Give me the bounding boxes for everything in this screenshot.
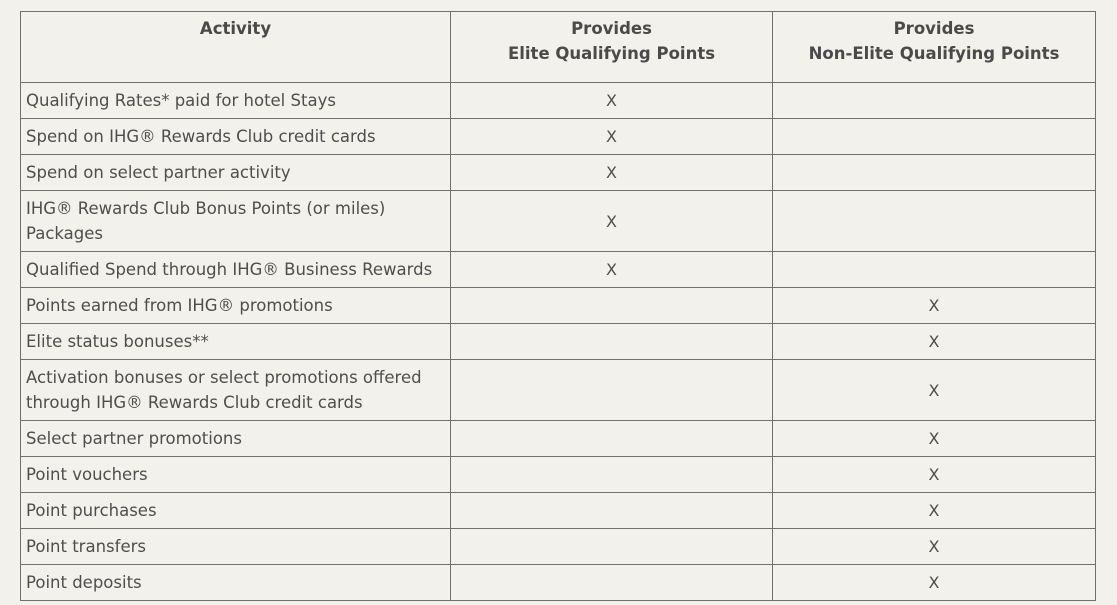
elite-cell xyxy=(451,457,773,493)
activity-cell: Qualified Spend through IHG® Business Rewards xyxy=(21,252,451,288)
elite-cell xyxy=(451,324,773,360)
activity-cell: Activation bonuses or select promotions offered through IHG® Rewards Club credit cards xyxy=(21,360,451,421)
table-row xyxy=(21,191,1096,252)
table-row xyxy=(21,457,1096,493)
activity-cell: Spend on IHG® Rewards Club credit cards xyxy=(21,119,451,155)
table-row xyxy=(21,155,1096,191)
activity-cell: Point purchases xyxy=(21,493,451,529)
activity-cell: Select partner promotions xyxy=(21,421,451,457)
activity-cell: Elite status bonuses** xyxy=(21,324,451,360)
table-row xyxy=(21,119,1096,155)
non-elite-cell: X xyxy=(773,457,1096,493)
activity-cell: Point vouchers xyxy=(21,457,451,493)
header-nonelite-line2: Non-Elite Qualifying Points xyxy=(808,44,1060,63)
header-nonelite-line1: Provides xyxy=(893,19,975,38)
table-row xyxy=(21,288,1096,324)
elite-cell xyxy=(451,360,773,421)
table-row xyxy=(21,324,1096,360)
elite-cell: X xyxy=(451,191,773,252)
table-row xyxy=(21,529,1096,565)
header-elite-line2: Elite Qualifying Points xyxy=(507,44,716,63)
table-row xyxy=(21,493,1096,529)
elite-cell: X xyxy=(451,252,773,288)
header-non-elite-points xyxy=(773,12,1096,83)
elite-cell xyxy=(451,288,773,324)
activity-cell: Point transfers xyxy=(21,529,451,565)
header-row xyxy=(21,12,1096,83)
non-elite-cell: X xyxy=(773,360,1096,421)
non-elite-cell: X xyxy=(773,288,1096,324)
activity-cell: Spend on select partner activity xyxy=(21,155,451,191)
table-row xyxy=(21,421,1096,457)
non-elite-cell: X xyxy=(773,493,1096,529)
header-elite-points xyxy=(451,12,773,83)
elite-cell xyxy=(451,529,773,565)
elite-cell: X xyxy=(451,83,773,119)
elite-cell: X xyxy=(451,119,773,155)
table-row xyxy=(21,360,1096,421)
activity-cell: Points earned from IHG® promotions xyxy=(21,288,451,324)
activity-cell: Point deposits xyxy=(21,565,451,601)
header-elite-line1: Provides xyxy=(571,19,652,38)
points-table xyxy=(20,11,1096,601)
non-elite-cell xyxy=(773,191,1096,252)
table-row xyxy=(21,83,1096,119)
non-elite-cell: X xyxy=(773,324,1096,360)
table-row xyxy=(21,252,1096,288)
header-activity xyxy=(21,12,451,83)
non-elite-cell xyxy=(773,119,1096,155)
non-elite-cell xyxy=(773,252,1096,288)
activity-cell: Qualifying Rates* paid for hotel Stays xyxy=(21,83,451,119)
header-activity-label: Activity xyxy=(199,19,272,38)
elite-cell xyxy=(451,421,773,457)
activity-cell: IHG® Rewards Club Bonus Points (or miles) Packages xyxy=(21,191,451,252)
table-row xyxy=(21,565,1096,601)
non-elite-cell: X xyxy=(773,565,1096,601)
non-elite-cell xyxy=(773,155,1096,191)
non-elite-cell: X xyxy=(773,421,1096,457)
elite-cell xyxy=(451,565,773,601)
elite-cell: X xyxy=(451,155,773,191)
non-elite-cell: X xyxy=(773,529,1096,565)
elite-cell xyxy=(451,493,773,529)
non-elite-cell xyxy=(773,83,1096,119)
